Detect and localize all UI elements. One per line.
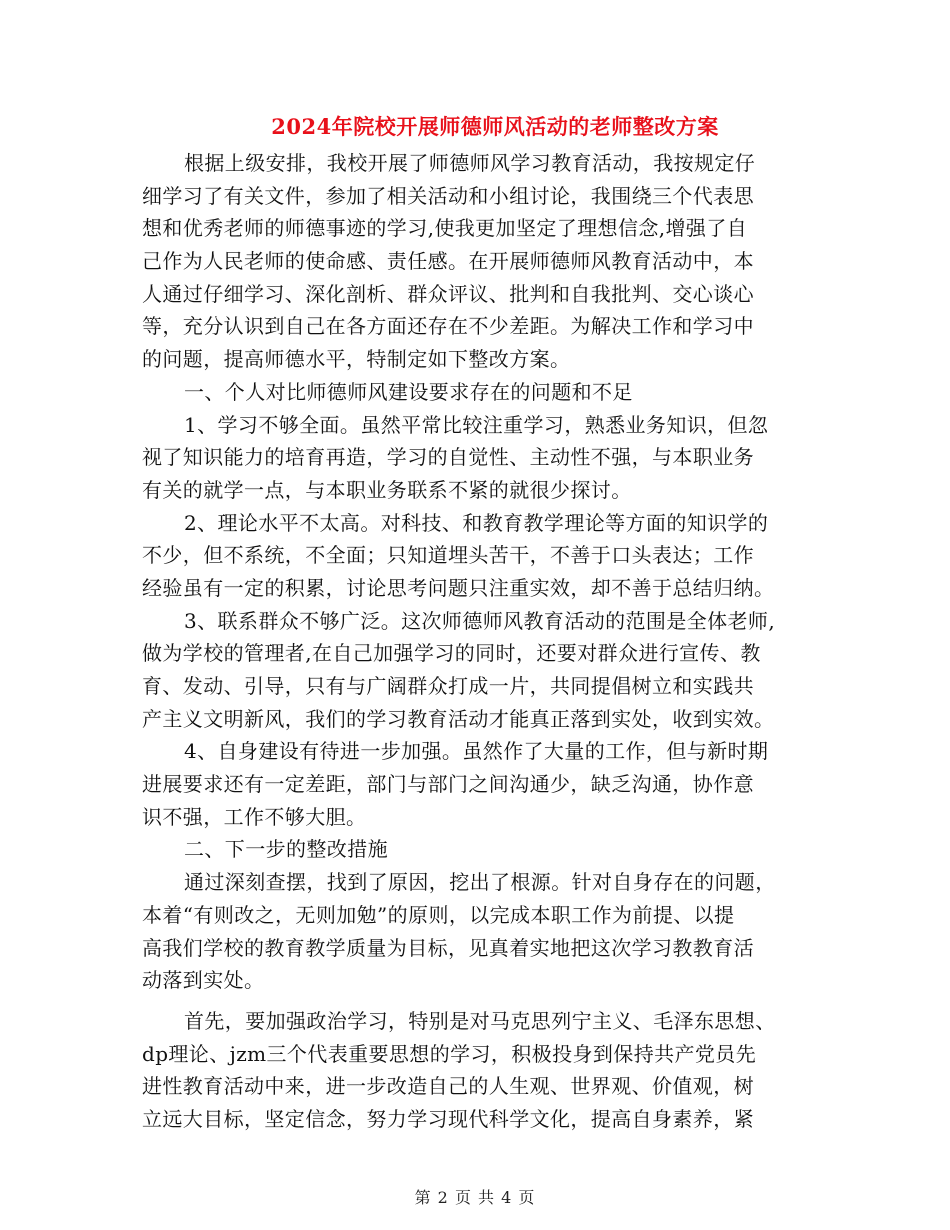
paragraph-line: 人通过仔细学习、深化剖析、群众评议、批判和自我批判、交心谈心	[142, 281, 754, 306]
paragraph-line: 经验虽有一定的积累，讨论思考问题只注重实效，却不善于总结归纳。	[142, 575, 775, 600]
paragraph-line: 有关的就学一点，与本职业务联系不紧的就很少探讨。	[142, 477, 632, 502]
document-body	[142, 147, 812, 1136]
paragraph-line: 1、学习不够全面。虽然平常比较注重学习，熟悉业务知识，但忽	[184, 412, 769, 437]
page-footer: 第 2 页 共 4 页	[414, 1188, 536, 1207]
paragraph-line: 做为学校的管理者,在自己加强学习的同时，还要对群众进行宣传、教	[142, 641, 761, 666]
paragraph-line: 立远大目标，坚定信念，努力学习现代科学文化，提高自身素养，紧	[142, 1106, 754, 1131]
paragraph-line: 本着“有则改之，无则加勉”的原则，以完成本职工作为前提、以提	[142, 902, 735, 927]
paragraph-line: 通过深刻查摆，找到了原因，挖出了根源。针对自身存在的问题，	[184, 870, 776, 895]
paragraph-line: 首先，要加强政治学习，特别是对马克思列宁主义、毛泽东思想、	[184, 1008, 776, 1033]
paragraph-line: 视了知识能力的培育再造，学习的自觉性、主动性不强，与本职业务	[142, 445, 754, 470]
paragraph-line: 根据上级安排，我校开展了师德师风学习教育活动，我按规定仔	[184, 151, 756, 175]
paragraph-line: 进性教育活动中来，进一步改造自己的人生观、世界观、价值观，树	[142, 1074, 754, 1099]
paragraph-line: 识不强，工作不够大胆。	[142, 804, 367, 829]
paragraph-line: 细学习了有关文件，参加了相关活动和小组讨论，我围绕三个代表思	[142, 183, 754, 208]
paragraph-line: 己作为人民老师的使命感、责任感。在开展师德师风教育活动中，本	[142, 249, 754, 274]
paragraph-line: 的问题，提高师德水平，特制定如下整改方案。	[142, 347, 571, 372]
paragraph-line: 不少，但不系统，不全面；只知道埋头苦干，不善于口头表达；工作	[142, 543, 754, 568]
section-heading: 一、个人对比师德师风建设要求存在的问题和不足	[184, 379, 633, 404]
paragraph-line: 4、自身建设有待进一步加强。虽然作了大量的工作，但与新时期	[184, 739, 769, 764]
paragraph-line: dp理论、jzm三个代表重要思想的学习，积极投身到保持共产党员先	[142, 1041, 757, 1066]
paragraph-line: 2、理论水平不太高。对科技、和教育教学理论等方面的知识学的	[184, 510, 769, 535]
paragraph-line: 等，充分认识到自己在各方面还存在不少差距。为解决工作和学习中	[142, 314, 754, 339]
paragraph-line: 产主义文明新风，我们的学习教育活动才能真正落到实处，收到实效。	[142, 706, 775, 731]
paragraph-line: 高我们学校的教育教学质量为目标，见真着实地把这次学习教教育活	[142, 935, 754, 960]
paragraph-line: 进展要求还有一定差距，部门与部门之间沟通少，缺乏沟通，协作意	[142, 772, 754, 797]
paragraph-line: 3、联系群众不够广泛。这次师德师风教育活动的范围是全体老师,	[184, 608, 776, 633]
paragraph-line: 育、发动、引导，只有与广阔群众打成一片，共同提倡树立和实践共	[142, 674, 754, 698]
paragraph-gap	[142, 997, 812, 1005]
section-heading: 二、下一步的整改措施	[184, 837, 388, 862]
paragraph-line: 动落到实处。	[142, 968, 265, 993]
document-title: 2024年院校开展师德师风活动的老师整改方案	[271, 114, 719, 139]
paragraph-line: 想和优秀老师的师德事迹的学习,使我更加坚定了理想信念,增强了自	[142, 216, 748, 241]
